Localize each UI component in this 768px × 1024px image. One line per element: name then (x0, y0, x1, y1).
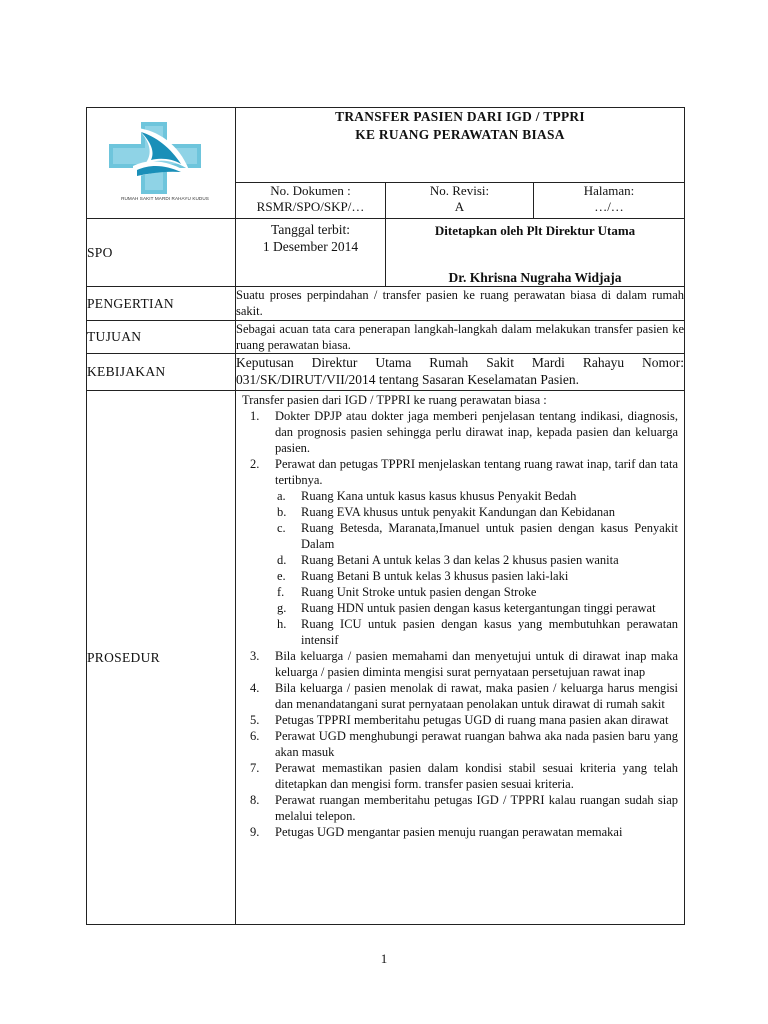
list-item (242, 680, 678, 712)
kebijakan-label: KEBIJAKAN (87, 354, 236, 391)
halaman-label: Halaman: (583, 183, 635, 198)
step-number: 6. (250, 729, 260, 743)
sub-number: e. (277, 569, 286, 583)
step-text: Bila keluarga / pasien menolak di rawat, maka pasien / keluarga harus mengisi dan menandatangani surat pernyataan penolakan untuk dirawat di rumah sakit (275, 681, 679, 711)
list-item (242, 728, 678, 760)
sub-number: g. (277, 601, 287, 615)
pengertian-text: Suatu proses perpindahan / transfer pasien ke ruang perawatan biasa di dalam rumah sakit. (236, 287, 685, 321)
halaman-value: …/… (594, 199, 624, 214)
list-item (242, 600, 678, 616)
tanggal-label: Tanggal terbit: (271, 222, 350, 237)
prosedur-content (236, 391, 684, 924)
page-number: 1 (380, 951, 388, 966)
list-item (242, 760, 678, 792)
prosedur-intro: Transfer pasien dari IGD / TPPRI ke ruang perawatan biasa : (242, 393, 547, 407)
halaman-cell (534, 183, 685, 219)
step-number: 9. (250, 825, 260, 839)
hospital-cross-sail-logo-icon (105, 118, 215, 198)
step-text: Perawat memastikan pasien dalam kondisi stabil sesuai kriteria yang telah ditetapkan dan mengisi form. transfer pasien sesuai kriteria. (275, 761, 679, 791)
prosedur-label: PROSEDUR (87, 391, 236, 925)
sub-number: f. (277, 585, 285, 599)
sub-text: Ruang ICU untuk pasien dengan kasus yang membutuhkan perawatan intensif (301, 617, 679, 647)
list-item (242, 408, 678, 456)
sub-number: a. (277, 489, 286, 503)
dokumen-label: No. Dokumen : (270, 183, 351, 198)
step-text: Perawat ruangan memberitahu petugas IGD / TPPRI kalau ruangan sudah siap melalui telepon. (275, 793, 679, 823)
step-text: Perawat dan petugas TPPRI menjelaskan tentang ruang rawat inap, tarif dan tata tertibnya. (275, 457, 679, 487)
step-number: 2. (250, 457, 260, 471)
tujuan-label: TUJUAN (87, 321, 236, 354)
document-title (236, 108, 685, 183)
list-item (242, 584, 678, 600)
list-item (242, 712, 678, 728)
logo-cell (87, 108, 236, 219)
dokumen-cell (236, 183, 386, 219)
sub-text: Ruang Kana untuk kasus kasus khusus Penyakit Bedah (301, 489, 577, 503)
tanggal-cell (236, 219, 386, 287)
list-item (242, 504, 678, 520)
list-item (242, 616, 678, 648)
ditetapkan-text: Ditetapkan oleh Plt Direktur Utama (434, 223, 636, 238)
revisi-label: No. Revisi: (429, 183, 490, 198)
list-item (242, 456, 678, 648)
step-text: Petugas UGD mengantar pasien menuju ruangan perawatan memakai (275, 825, 623, 839)
logo-caption: RUMAH SAKIT MARDI RAHAYU KUDUS (121, 196, 209, 201)
tanggal-value: 1 Desember 2014 (262, 239, 359, 254)
ditetapkan-cell (386, 219, 685, 287)
step-number: 5. (250, 713, 260, 727)
prosedur-cell (236, 391, 685, 925)
kebijakan-text: Keputusan Direktur Utama Rumah Sakit Mardi Rahayu Nomor: 031/SK/DIRUT/VII/2014 tentang Sasaran Keselamatan Pasien. (236, 354, 685, 391)
sub-text: Ruang HDN untuk pasien dengan kasus ketergantungan tinggi perawat (301, 601, 656, 615)
signatory-name: Dr. Khrisna Nugraha Widjaja (448, 270, 622, 285)
step-number: 8. (250, 793, 260, 807)
step-text: Petugas TPPRI memberitahu petugas UGD di ruang mana pasien akan dirawat (275, 713, 669, 727)
list-item (242, 648, 678, 680)
prosedur-steps (242, 408, 678, 840)
tujuan-text: Sebagai acuan tata cara penerapan langkah-langkah dalam melakukan transfer pasien ke ruang perawatan biasa. (236, 322, 685, 352)
list-item (242, 520, 678, 552)
revisi-cell (386, 183, 534, 219)
sub-text: Ruang Betani A untuk kelas 3 dan kelas 2 khusus pasien wanita (301, 553, 619, 567)
sub-number: h. (277, 617, 287, 631)
sub-number: c. (277, 521, 286, 535)
sub-number: d. (277, 553, 287, 567)
step-text: Bila keluarga / pasien memahami dan menyetujui untuk di dirawat inap maka keluarga / pasien diminta mengisi surat pernyataan persetujuan rawat inap (275, 649, 679, 679)
title-line-1: TRANSFER PASIEN DARI IGD / TPPRI (335, 109, 585, 124)
spo-table (86, 107, 685, 925)
ruang-list (242, 488, 678, 648)
sub-text: Ruang Betesda, Maranata,Imanuel untuk pasien dengan kasus Penyakit Dalam (301, 521, 679, 551)
list-item (242, 488, 678, 504)
step-text: Perawat UGD menghubungi perawat ruangan bahwa aka nada pasien baru yang akan masuk (275, 729, 679, 759)
pengertian-label: PENGERTIAN (87, 287, 236, 321)
sub-text: Ruang Unit Stroke untuk pasien dengan Stroke (301, 585, 537, 599)
step-number: 7. (250, 761, 260, 775)
list-item (242, 568, 678, 584)
step-number: 4. (250, 681, 260, 695)
sub-number: b. (277, 505, 287, 519)
dokumen-value: RSMR/SPO/SKP/… (256, 199, 365, 214)
spo-label: SPO (87, 219, 236, 287)
sub-text: Ruang EVA khusus untuk penyakit Kandungan dan Kebidanan (301, 505, 615, 519)
list-item (242, 552, 678, 568)
step-number: 1. (250, 409, 260, 423)
step-text: Dokter DPJP atau dokter jaga memberi penjelasan tentang indikasi, diagnosis, dan prognosis pasien sehingga perlu dirawat inap, kepada pasien dan keluarga pasien. (275, 409, 679, 455)
title-line-2: KE RUANG PERAWATAN BIASA (355, 127, 565, 142)
revisi-value: A (454, 199, 465, 214)
list-item (242, 824, 678, 840)
step-number: 3. (250, 649, 260, 663)
sub-text: Ruang Betani B untuk kelas 3 khusus pasien laki-laki (301, 569, 569, 583)
list-item (242, 792, 678, 824)
